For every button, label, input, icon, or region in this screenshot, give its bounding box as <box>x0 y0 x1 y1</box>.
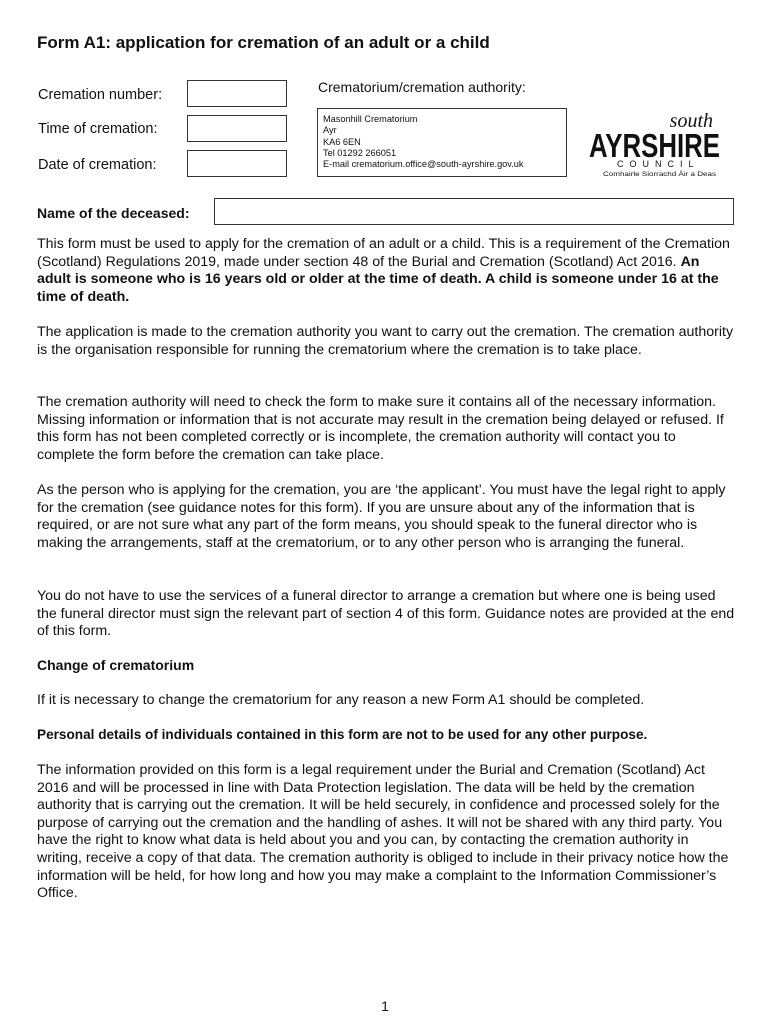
form-title: Form A1: application for cremation of an adult or a child <box>37 33 490 52</box>
data-protection-paragraph: The information provided on this form is a legal requirement under the Burial and Cremation (Scotland) Act 2016 and will be processed in line with Data Protection legislation. The data will be held by the cremation authority that is carrying out the cremation. It will be held securely, in confidence and processed solely for the purpose of carrying out the cremation and the handling of ashes. It will not be shared with any third party. You have the right to know what data is held about you and you can, by contacting the cremation authority in writing, receive a copy of that data. The cremation authority is obliged to include in their privacy notice how the information will be held, for how long and how you may make a complaint to the Information Commissioner’s Office. <box>37 762 729 902</box>
authority-email: E-mail crematorium.office@south-ayrshire.gov.uk <box>323 159 524 170</box>
change-of-crematorium-heading: Change of crematorium <box>37 657 195 673</box>
cremation-number-input[interactable] <box>187 80 287 107</box>
personal-details-notice: Personal details of individuals contained in this form are not to be used for any other purpose. <box>37 727 648 742</box>
date-of-cremation-input[interactable] <box>187 150 287 177</box>
logo-gaelic-text: Comhairle Siorrachd Àir a Deas <box>603 171 695 178</box>
funeral-director-paragraph: You do not have to use the services of a funeral director to arrange a cremation but where one is being used the funeral director must sign the relevant part of section 4 of this form. Guidance notes are provided at the end of this form. <box>37 588 735 640</box>
time-of-cremation-input[interactable] <box>187 115 287 142</box>
deceased-name-input[interactable] <box>214 198 734 225</box>
change-crematorium-paragraph: If it is necessary to change the crematorium for any reason a new Form A1 should be completed. <box>37 692 645 708</box>
application-paragraph: The application is made to the cremation authority you want to carry out the cremation. The cremation authority is the organisation responsible for running the crematorium where the cremation is to take place. <box>37 324 734 358</box>
logo-ayrshire-text: AYRSHIRE <box>589 127 720 164</box>
cremation-number-label: Cremation number: <box>38 87 163 103</box>
logo-south-text: south <box>669 110 713 132</box>
intro-text: This form must be used to apply for the cremation of an adult or a child. This is a requirement of the Cremation (Scotland) Regulations 2019, made under section 48 of the Burial and Cremation (Scotland) Act 2016. <box>37 236 730 270</box>
logo-council-text: COUNCIL <box>617 159 700 169</box>
authority-phone: Tel 01292 266051 <box>323 147 397 158</box>
authority-check-paragraph: The cremation authority will need to check the form to make sure it contains all of the necessary information. Missing information or information that is not accurate may result in the cremation being delayed or refused. If this form has not been completed correctly or is incomplete, the cremation authority will contact you to complete the form before the cremation can take place. <box>37 394 724 463</box>
authority-label: Crematorium/cremation authority: <box>318 79 526 95</box>
date-of-cremation-label: Date of cremation: <box>38 157 157 173</box>
time-of-cremation-label: Time of cremation: <box>38 121 158 137</box>
authority-postcode: KA6 6EN <box>323 136 361 147</box>
applicant-paragraph: As the person who is applying for the cremation, you are ‘the applicant’. You must have the legal right to apply for the cremation (see guidance notes for this form). If you are unsure about any of the information that is required, or are not sure what any part of the form means, you should speak to the funeral director who is making the arrangements, staff at the crematorium, or to any other person who is arranging the funeral. <box>37 482 726 551</box>
intro-paragraph <box>37 236 737 306</box>
deceased-name-label: Name of the deceased: <box>37 205 190 221</box>
authority-details-box <box>317 108 567 177</box>
south-ayrshire-council-logo <box>583 107 733 179</box>
age-definition-text: An adult is someone who is 16 years old or older at the time of death. A child is someone under 16 at the time of death. <box>37 253 719 305</box>
authority-town: Ayr <box>323 125 337 136</box>
page-number: 1 <box>381 998 389 1014</box>
authority-name: Masonhill Crematorium <box>323 114 418 124</box>
